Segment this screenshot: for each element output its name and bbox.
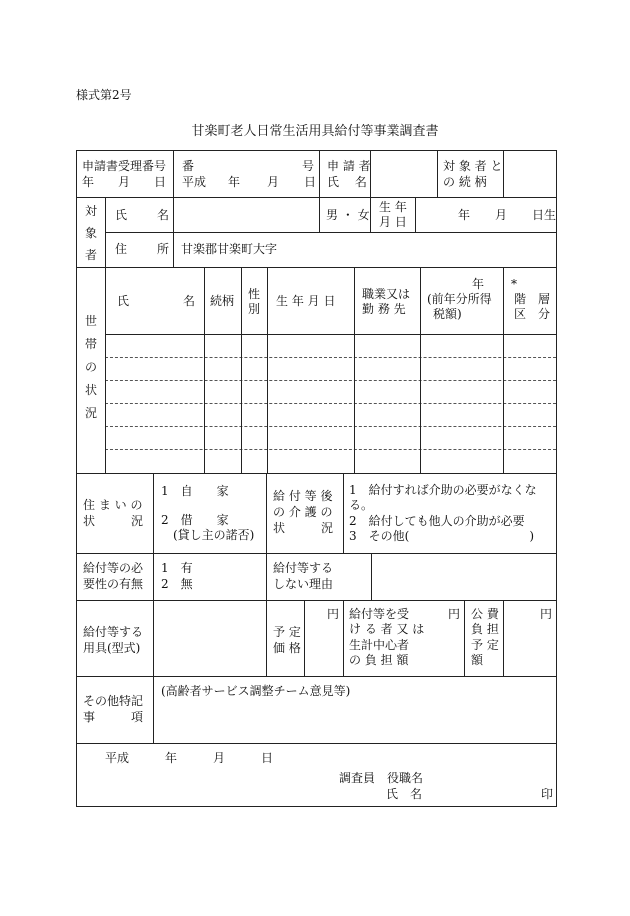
- rule-v: [343, 473, 344, 553]
- applicant-label: 申 請 者: [327, 159, 371, 173]
- subject-name-label-1: 氏: [115, 208, 128, 222]
- rule-v: [370, 151, 371, 197]
- dashed-row: [105, 426, 556, 427]
- rule-v: [105, 197, 106, 473]
- public-label-1: 公 費: [471, 607, 499, 621]
- col-income-1: 年: [472, 277, 485, 291]
- notes-label-2: 事 項: [83, 710, 144, 724]
- address-value: 甘楽郡甘楽町大字: [181, 242, 278, 256]
- relation-label: 対 象 者 と: [443, 159, 503, 173]
- rule-v: [266, 473, 267, 600]
- public-label-4: 額: [471, 653, 484, 667]
- sex-options: 男 ・ 女: [326, 208, 370, 222]
- col-sex-1: 性: [248, 287, 261, 301]
- col-income-3: 税額): [433, 307, 462, 321]
- necessity-opt1: 1 有: [161, 561, 193, 575]
- rule-v: [319, 197, 320, 232]
- rule-v: [153, 473, 154, 600]
- housing-opt2-note: (貸し主の諾否): [173, 528, 255, 542]
- reason-label-2: しない理由: [273, 577, 334, 591]
- heisei-label: 平成: [182, 175, 207, 189]
- birth-day: 日生: [532, 208, 557, 222]
- equipment-label-2: 用具(型式): [83, 641, 141, 655]
- necessity-opt2: 2 無: [161, 577, 193, 591]
- reason-label-1: 給付等する: [273, 561, 334, 575]
- footer-date: 平成 年 月 日: [105, 751, 274, 765]
- price-yen: 円: [327, 607, 340, 621]
- col-name-1: 氏: [117, 294, 130, 308]
- rule-v: [354, 267, 355, 473]
- public-yen: 円: [540, 607, 553, 621]
- relation-label-2: の 続 柄: [443, 175, 487, 189]
- rule-v: [343, 600, 344, 676]
- care-opt3: 3 その他( ): [349, 529, 534, 543]
- necessity-label-2: 要性の有無: [83, 577, 144, 591]
- rule-v: [370, 197, 371, 232]
- go-label: 号: [302, 159, 315, 173]
- rule-v: [241, 267, 242, 473]
- rule-v: [304, 600, 305, 676]
- rule-v: [319, 151, 320, 197]
- burden-yen: 円: [448, 607, 461, 621]
- receipt-date-label: 年 月 日: [82, 175, 167, 189]
- rule-equipment-bottom: [77, 676, 556, 677]
- rule-v: [371, 553, 372, 600]
- address-label-1: 住: [115, 242, 128, 256]
- dashed-row: [105, 449, 556, 450]
- burden-label-3: 生計中心者: [349, 638, 410, 652]
- col-birth: 生 年 月 日: [276, 294, 336, 308]
- day-label: 日: [304, 175, 317, 189]
- surveyor-title: 調査員 役職名: [339, 771, 424, 785]
- dashed-row: [105, 357, 556, 358]
- household-vertical-4: 状: [84, 383, 97, 397]
- rule-housing-bottom: [77, 553, 556, 554]
- rule-row1: [77, 197, 556, 198]
- rule-household-header: [105, 334, 556, 335]
- household-vertical-1: 世: [84, 314, 97, 328]
- col-sex-2: 別: [248, 302, 261, 316]
- rule-v: [503, 600, 504, 676]
- document-title: 甘楽町老人日常生活用具給付等事業調査書: [191, 124, 439, 139]
- rule-v: [204, 267, 205, 473]
- care-opt1-b: る。: [349, 498, 374, 512]
- form-number: 様式第2号: [76, 88, 132, 102]
- public-label-2: 負 担: [471, 622, 499, 636]
- rule-v: [503, 151, 504, 197]
- equipment-label-1: 給付等する: [83, 625, 144, 639]
- rule-v: [415, 197, 416, 232]
- rule-v: [267, 267, 268, 473]
- household-vertical-2: 帯: [84, 337, 97, 351]
- col-class-1: *: [511, 277, 517, 291]
- household-vertical-3: の: [84, 360, 97, 374]
- year-label: 年: [228, 175, 241, 189]
- care-opt1-a: 1 給付すれば介助の必要がなくな: [349, 483, 537, 497]
- survey-form-table: [76, 150, 557, 807]
- notes-label-1: その他特記: [83, 694, 144, 708]
- housing-opt1: 1 自 家: [161, 484, 229, 498]
- housing-opt2: 2 借 家: [161, 513, 229, 527]
- rule-v: [266, 600, 267, 676]
- col-relation: 続柄: [210, 294, 235, 308]
- rule-necessity-bottom: [77, 600, 556, 601]
- month-label: 月: [267, 175, 280, 189]
- care-label-1: 給 付 等 後: [273, 489, 333, 503]
- subject-name-label-2: 名: [157, 208, 170, 222]
- birth-label-1: 生 年: [379, 200, 407, 214]
- housing-label-1: 住 ま い の: [83, 498, 143, 512]
- necessity-label-1: 給付等の必: [83, 561, 144, 575]
- seal-mark: 印: [541, 787, 554, 801]
- rule-subject-bottom: [77, 267, 556, 268]
- rule-v: [464, 600, 465, 676]
- address-label-2: 所: [157, 242, 170, 256]
- subject-vertical-1: 対: [84, 204, 97, 218]
- rule-v: [420, 267, 421, 473]
- notes-content: (高齢者サービス調整チーム意見等): [161, 684, 351, 698]
- rule-household-bottom: [77, 473, 556, 474]
- dashed-row: [105, 380, 556, 381]
- col-name-2: 名: [183, 294, 196, 308]
- household-vertical-5: 況: [84, 406, 97, 420]
- burden-label-1: 給付等を受: [349, 607, 410, 621]
- burden-label-4: の 負 担 額: [349, 653, 409, 667]
- rule-v: [173, 151, 174, 197]
- applicant-name-label: 氏 名: [327, 175, 367, 189]
- col-income-2: (前年分所得: [427, 292, 492, 306]
- ban-label: 番: [182, 159, 195, 173]
- col-class-3: 区 分: [514, 307, 551, 321]
- birth-label-2: 月 日: [379, 215, 407, 229]
- care-label-3: 状 況: [273, 521, 334, 535]
- subject-vertical-2: 象: [84, 226, 97, 240]
- housing-label-2: 状 況: [83, 514, 144, 528]
- burden-label-2: け る 者 又 は: [349, 622, 425, 636]
- col-class-2: 階 層: [514, 292, 551, 306]
- rule-v: [173, 197, 174, 267]
- price-label-2: 価 格: [273, 641, 301, 655]
- birth-year: 年: [458, 208, 471, 222]
- rule-v: [503, 267, 504, 473]
- birth-month: 月: [495, 208, 508, 222]
- subject-vertical-3: 者: [84, 248, 97, 262]
- care-label-2: の 介 護 の: [273, 505, 333, 519]
- care-opt2: 2 給付しても他人の介助が必要: [349, 514, 525, 528]
- dashed-row: [105, 403, 556, 404]
- rule-v: [153, 600, 154, 743]
- rule-notes-bottom: [77, 743, 556, 744]
- col-job-1: 職業又は: [362, 287, 411, 301]
- public-label-3: 予 定: [471, 638, 499, 652]
- price-label-1: 予 定: [273, 625, 301, 639]
- receipt-number-label: 申請書受理番号: [82, 159, 167, 173]
- col-job-2: 勤 務 先: [362, 302, 406, 316]
- rule-v: [437, 151, 438, 197]
- surveyor-name: 氏 名: [386, 787, 423, 801]
